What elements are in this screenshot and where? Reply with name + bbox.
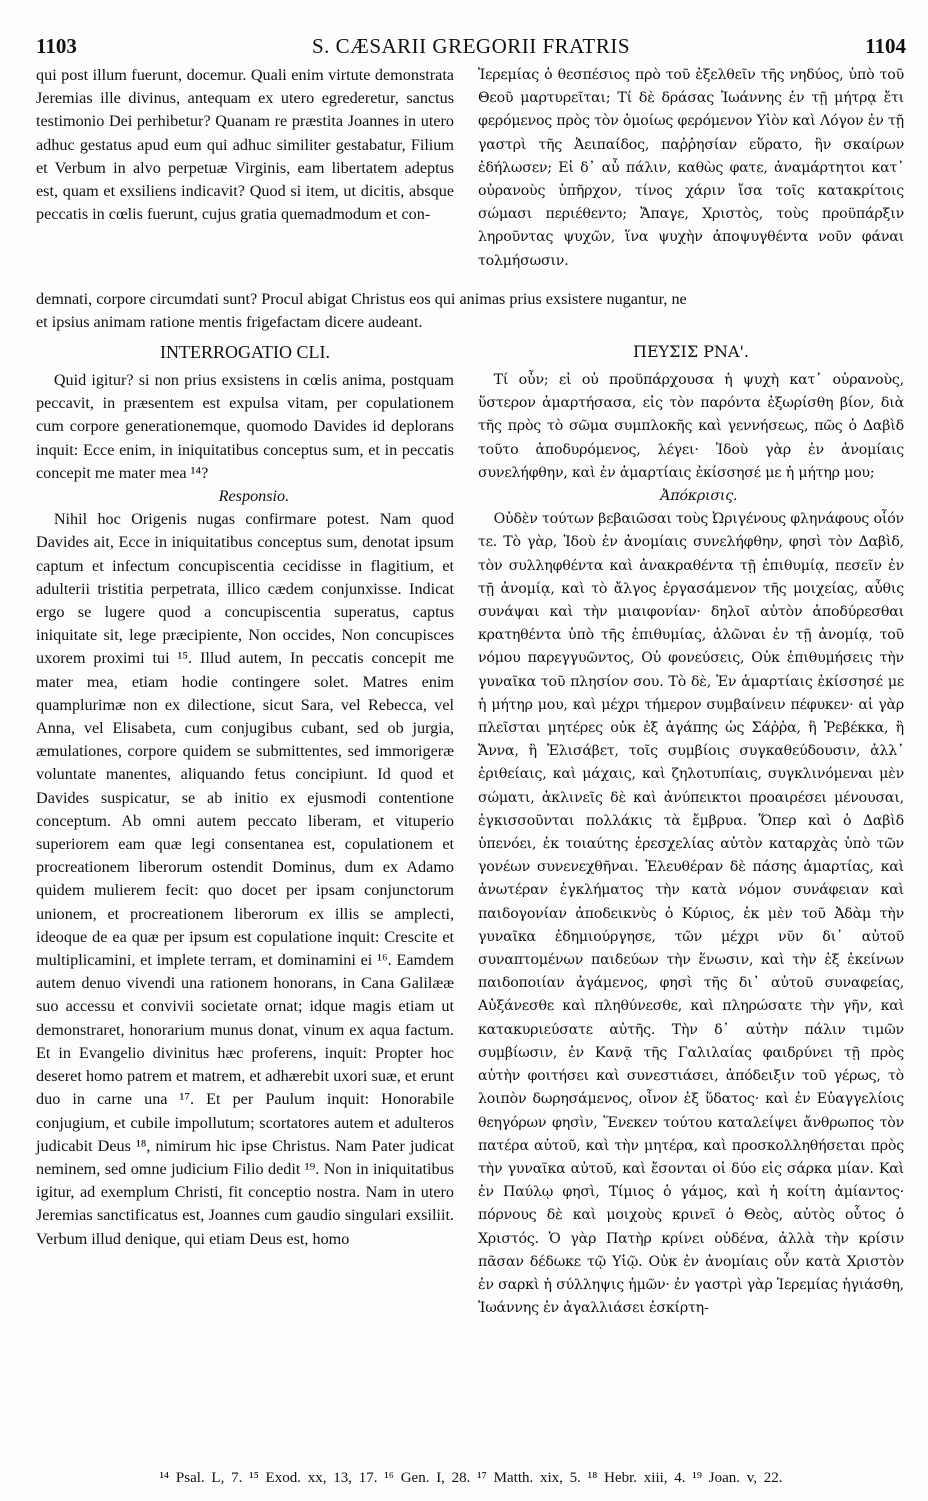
greek-paragraph-top: Ἱερεμίας ὁ θεσπέσιος πρὸ τοῦ ἐξελθεῖν τῆς νηδύος, ὑπὸ τοῦ Θεοῦ μαρτυρεῖται; Τί δὲ δράσας Ἰωάννης ἐν τῇ μήτρᾳ ἔτι φερόμενος πρὸς τὸν ὁμοίως φερόμενον Υἱὸν καὶ Λόγον ἐν τῇ γαστρὶ τῆς Ἀειπαίδος, παῤῥησίαν εὕρατο, ἣν σκαίρων ἐδήλωσεν; Εἰ δ᾽ αὖ πάλιν, καθὼς φατε, ἀναμάρτητοι κατ᾽ οὐρανοὺς ὑπῆρχον, τίνος χάριν ἴσα τοῖς κατακρίτοις σώμασι περιέθεντο; Ἄπαγε, Χριστὸς, τοὺς προϋπάρξιν ληροῦντας ψυχῶν, ἵνα ψυχὴν ἀποψυγθέντα νοῦν φάναι τολμήσωσιν. xyxy=(478,67,904,269)
greek-column-top xyxy=(478,64,904,273)
latin-column-main xyxy=(36,369,454,1251)
greek-response-label: Ἀπόκρισις. xyxy=(660,488,738,505)
page-number-left: 1103 xyxy=(36,34,77,58)
latin-spanning-line-2: et ipsius animam ratione mentis frigefactam dicere audeant. xyxy=(36,313,423,331)
page-number-right: 1104 xyxy=(865,34,906,58)
greek-answer: Οὐδὲν τούτων βεβαιῶσαι τοὺς Ὠριγένους φληνάφους οἷόν τε. Τὸ γὰρ, Ἰδοὺ ἐν ἀνομίαις συνελήφθην, φησὶ τὸν Δαβὶδ, τὸν συλληφθέντα καὶ ἀνακραθέντα τῇ ἐπιθυμίᾳ, πεσεῖν ἐν τῇ ἀνομίᾳ, καὶ τὸ ἄλγος ἐργασάμενον τῆς μοιχείας, αὖθις συνάψαι καὶ τὴν μιαιφονίαν· δηλοῖ αὐτὸν ἀποδύρεσθαι κρατηθέντα ὑπὸ τῆς ἐπιθυμίας, ἁλῶναι ἐν τῇ ἀνομίᾳ, τοῦ νόμου παρεγγυῶντος, Οὐ φονεύσεις, Οὐκ ἐπιθυμήσεις τὴν γυναῖκα τοῦ πλησίον σου. Τὸ δὲ, Ἐν ἁμαρτίαις ἐκίσσησέ με ἡ μήτηρ μου, καὶ μέχρι τήμερον συμβαίνειν πέφυκεν· αἱ γὰρ πλεῖσται μητέρες οὐκ ἐξ ἀγάπης ὡς Σάῤῥα, ἢ Ῥεβέκκα, ἢ Ἄννα, ἢ Ἐλισάβετ, τοῖς συμβίοις συγκαθεύδουσιν, ἀλλ᾽ ἐριθείαις, καὶ μάχαις, καὶ ζηλοτυπίαις, συγκλινόμεναι μὲν σώματι, ἀκλινεῖς δὲ καὶ ἀνύπεικτοι προαιρέσει μένουσαι, ἐγκισσοῦνται πολλάκις τὰ ἔμβρυα. Ὅπερ καὶ ὁ Δαβὶδ ὑπενόει, ἐκ τοιαύτης ἐρεσχελίας αὐτὸν καταρχὰς ὑπὸ τῶν γονέων συνενεχθῆναι. Ἐλευθέραν δὲ πάσης ἁμαρτίας, καὶ ἀνωτέραν ἐγκλήματος τὴν κατὰ νόμον συνάφειαν καὶ παιδογονίαν ἀποδεικνὺς ὁ Κύριος, ἐκ μὲν τοῦ Ἀδὰμ τὴν γυναῖκα ἐδημιούργησε, τῶν μέχρι νῦν δι᾽ αὐτοῦ συναπτομένων παιδεύων τὴν ἕνωσιν, καὶ τὴν ἐξ ἐκείνων παιδοποιίαν ἀγάμενος, φησὶ τῆς δι᾽ αὐτοῦ συναφείας, Αὐξάνεσθε καὶ πληθύνεσθε, καὶ πληρώσατε τὴν γῆν, καὶ κατακυριεύσατε αὐτῆς. Τὴν δ᾽ αὐτὴν πάλιν τιμῶν συμβίωσιν, ἐν Κανᾷ τῆς Γαλιλαίας φαιδρύνει τῇ πρὸς αὐτὴν φοιτήσει καὶ συνεστιάσει, ἀπόδειξιν τοῦ γέρως, τὸ λοιπὸν δωρησάμενος, οἶνον ἐξ ὕδατος· καὶ ἐν Εὐαγγελίοις θεηγόρων φησὶν, Ἕνεκεν τούτου καταλείψει ἄνθρωπος τὸν πατέρα αὐτοῦ, καὶ τὴν μητέρα, καὶ προσκολληθήσεται πρὸς τὴν γυναῖκα αὐτοῦ, καὶ ἔσονται οἱ δύο εἰς σάρκα μίαν. Καὶ ἐν Παύλῳ φησὶ, Τίμιος ὁ γάμος, καὶ ἡ κοίτη ἀμίαντος· πόρνους δὲ καὶ μοιχοὺς κρινεῖ ὁ Θεὸς, αὐτὸς οὗτος ὁ Χριστός. Ὁ γὰρ Πατὴρ κρίνει οὐδένα, ἀλλὰ τὴν κρίσιν πᾶσαν δέδωκε τῷ Υἱῷ. Οὐκ ἐν ἀνομίαις οὖν κατὰ Χριστὸν ἐν σαρκὶ ἡ σύλληψις ἡμῶν· ἐν γαστρὶ γὰρ Ἱερεμίας ἡγιάσθη, Ἰωάννης ἐν ἀγαλλιάσει ἐσκίρτη- xyxy=(478,511,904,1317)
latin-paragraph-top: qui post illum fuerunt, docemur. Quali enim virtute demonstrata Jeremias ille divinus, antequam ex utero egrederetur, sanctus testimonio Dei perhibetur? Quanam re præstita Joannes in utero adhuc gestatus apud eum qui adhuc similiter gestabatur, Filium et Verbum in alvo perpetuæ Virginis, eam libertatem adeptus est, quam et exsiliens indicavit? Quod si item, ut dicitis, absque peccatis in cœlis fuerunt, cujus gratia quemadmodum et con- xyxy=(36,66,454,224)
latin-question: Quid igitur? si non prius exsistens in cœlis anima, postquam peccavit, in præsentem est expulsa vitam, per copulationem cum corpore generationemque, quomodo Davides id deplorans inquit: Ecce enim, in iniquitatibus conceptus sum, et in peccatis concepit me mater mea ¹⁴? xyxy=(36,371,454,482)
footnotes: ¹⁴ Psal. L, 7. ¹⁵ Exod. xx, 13, 17. ¹⁶ Gen. I, 28. ¹⁷ Matth. xix, 5. ¹⁸ Hebr. xiii, 4. ¹⁹ Joan. v, 22. xyxy=(159,1470,783,1486)
greek-section-heading: ΠΕΥΣΙΣ ΡΝΑ'. xyxy=(632,342,750,361)
greek-question: Τί οὖν; εἰ οὐ προϋπάρχουσα ἡ ψυχὴ κατ᾽ οὐρανοὺς, ὕστερον ἁμαρτήσασα, εἰς τὸν παρόντα ἐξωρίσθη βίον, διὰ τῆς πρὸς τὸ σῶμα συμπλοκῆς καὶ γεννήσεως, πῶς ὁ Δαβὶδ τοῦτο ἀποδυρόμενος, λέγει· Ἰδοὺ γὰρ ἐν ἀνομίαις συνελήφθην, καὶ ἐν ἁμαρτίαις ἐκίσσησέ με ἡ μήτηρ μου; xyxy=(478,372,904,481)
latin-spanning-line-1: demnati, corpore circumdati sunt? Procul abigat Christus eos qui animas prius exsistere nugantur, ne xyxy=(36,290,687,308)
greek-column-main xyxy=(478,369,904,1320)
latin-section-heading: INTERROGATIO CLI. xyxy=(160,342,330,362)
latin-response-label: Responsio. xyxy=(218,487,290,506)
running-header xyxy=(36,34,906,62)
latin-column-top xyxy=(36,64,454,226)
running-title: S. CÆSARII GREGORII FRATRIS xyxy=(311,34,631,58)
latin-answer: Nihil hoc Origenis nugas confirmare potest. Nam quod Davides ait, Ecce in iniquitatibus conceptus sum, denotat ipsum captum et infectum concupiscentia cecidisse in flagitium, et adulterii tristitia perpetrata, illico cædem conjunxisse. Indicat ergo se lugere quod a concupiscentia superatus, captus iniquitate sit, lege præcipiente, Non occides, Non concupisces uxorem proximi tui ¹⁵. Illud autem, In peccatis concepit me mater mea, etiam hodie contingere solet. Matres enim quamplurimæ non ex dilectione, sicut Sara, vel Rebecca, vel Anna, vel Elisabeta, cum conjugibus cubant, sed ob jurgia, æmulationes, corpore quidem se submittentes, sed immorigeræ voluntate manentes, aliquando fetus concipiunt. Id quod et Davides suspicatur, se ab initio ex ejusmodi contentione conceptum. Ab omni autem peccato liberam, et vituperio superiorem eam quæ legi consentanea est, copulationem et procreationem liberorum ostendit Dominus, dum ex Adamo quidem mulierem fecit: quo docet per ipsam conjunctorum unionem, et procreationem liberorum ex illis se amplecti, ideoque de ea quæ per ipsum est copulatione inquit: Crescite et multiplicamini, et implete terram, et dominamini ei ¹⁶. Eamdem autem denuo vivendi una rationem honorans, in Cana Galilææ suo accessu et convivii societate ornat; idque magis etiam ut demonstraret, honorarium munus donat, vinum ex aqua factum. Et in Evangelio divinitus hæc proferens, inquit: Propter hoc deseret homo patrem et matrem, et adhærebit uxori suæ, et erunt duo in carne una ¹⁷. Et per Paulum inquit: Honorabile conjugium, et cubile impollutum; scortatores autem et adulteros judicabit Deus ¹⁸, nimirum hic ipse Christus. Nam Pater judicat neminem, sed omne judicium Filio dedit ¹⁹. Non in iniquitatibus igitur, ad exemplum Christi, fit conceptio nostra. Nam in utero Jeremias sanctificatus est, Joannes cum gaudio singulari exsiliit. Verbum illud denique, qui etiam Deus est, homo xyxy=(36,510,454,1248)
